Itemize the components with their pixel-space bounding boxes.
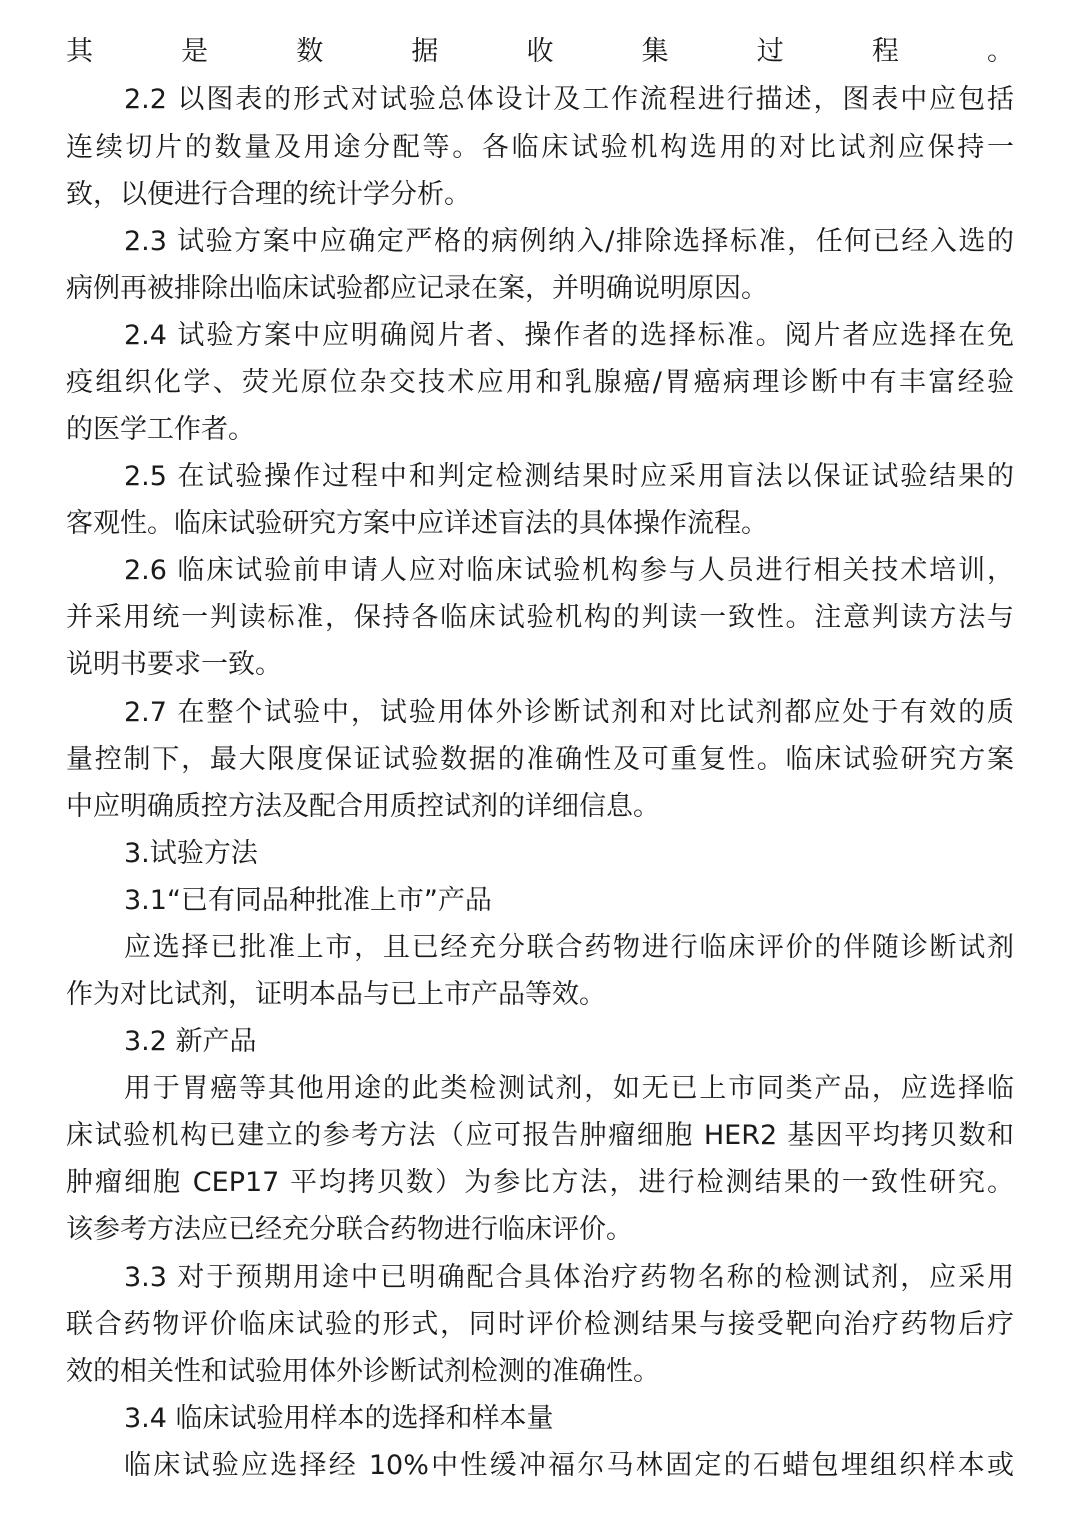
text-line: 的医学工作者。 — [66, 414, 255, 445]
text-line: 连续切片的数量及用途分配等。各临床试验机构选用的对比试剂应保持一 — [66, 132, 1014, 163]
section-heading: 3.试验方法 — [124, 838, 258, 869]
text-line: 致，以便进行合理的统计学分析。 — [66, 179, 471, 210]
text-line: 2.6 临床试验前申请人应对临床试验机构参与人员进行相关技术培训， — [124, 555, 1014, 586]
text-line: 联合药物评价临床试验的形式，同时评价检测结果与接受靶向治疗药物后疗 — [66, 1309, 1014, 1340]
text-line: 该参考方法应已经充分联合药物进行临床评价。 — [66, 1214, 633, 1245]
text-line: 并采用统一判读标准，保持各临床试验机构的判读一致性。注意判读方法与 — [66, 602, 1014, 633]
subsection-heading: 3.1“已有同品种批准上市”产品 — [124, 885, 492, 916]
text-line: 应选择已批准上市，且已经充分联合药物进行临床评价的伴随诊断试剂 — [124, 932, 1014, 963]
text-line: 2.4 试验方案中应明确阅片者、操作者的选择标准。阅片者应选择在免 — [124, 320, 1014, 351]
text-line: 2.3 试验方案中应确定严格的病例纳入/排除选择标准，任何已经入选的 — [124, 226, 1014, 257]
text-line: 3.3 对于预期用途中已明确配合具体治疗药物名称的检测试剂，应采用 — [124, 1262, 1014, 1293]
text-line: 床试验机构已建立的参考方法（应可报告肿瘤细胞 HER2 基因平均拷贝数和 — [66, 1120, 1014, 1151]
text-line: 其是数据收集过程。 — [66, 36, 1014, 67]
text-line: 客观性。临床试验研究方案中应详述盲法的具体操作流程。 — [66, 508, 768, 539]
subsection-heading: 3.4 临床试验用样本的选择和样本量 — [124, 1403, 554, 1434]
text-line: 量控制下，最大限度保证试验数据的准确性及可重复性。临床试验研究方案 — [66, 744, 1014, 775]
text-line: 用于胃癌等其他用途的此类检测试剂，如无已上市同类产品，应选择临 — [124, 1073, 1014, 1104]
text-line: 作为对比试剂，证明本品与已上市产品等效。 — [66, 979, 606, 1010]
subsection-heading: 3.2 新产品 — [124, 1026, 257, 1057]
text-line: 病例再被排除出临床试验都应记录在案，并明确说明原因。 — [66, 273, 768, 304]
text-line: 肿瘤细胞 CEP17 平均拷贝数）为参比方法，进行检测结果的一致性研究。 — [66, 1167, 1014, 1198]
text-line: 2.2 以图表的形式对试验总体设计及工作流程进行描述，图表中应包括 — [124, 84, 1014, 115]
text-line: 临床试验应选择经 10%中性缓冲福尔马林固定的石蜡包埋组织样本或 — [124, 1450, 1014, 1481]
text-line: 疫组织化学、荧光原位杂交技术应用和乳腺癌/胃癌病理诊断中有丰富经验 — [66, 367, 1014, 398]
text-line: 效的相关性和试验用体外诊断试剂检测的准确性。 — [66, 1356, 660, 1387]
text-line: 2.7 在整个试验中，试验用体外诊断试剂和对比试剂都应处于有效的质 — [124, 697, 1014, 728]
text-line: 中应明确质控方法及配合用质控试剂的详细信息。 — [66, 791, 660, 822]
text-line: 2.5 在试验操作过程中和判定检测结果时应采用盲法以保证试验结果的 — [124, 461, 1014, 492]
text-line: 说明书要求一致。 — [66, 649, 282, 680]
